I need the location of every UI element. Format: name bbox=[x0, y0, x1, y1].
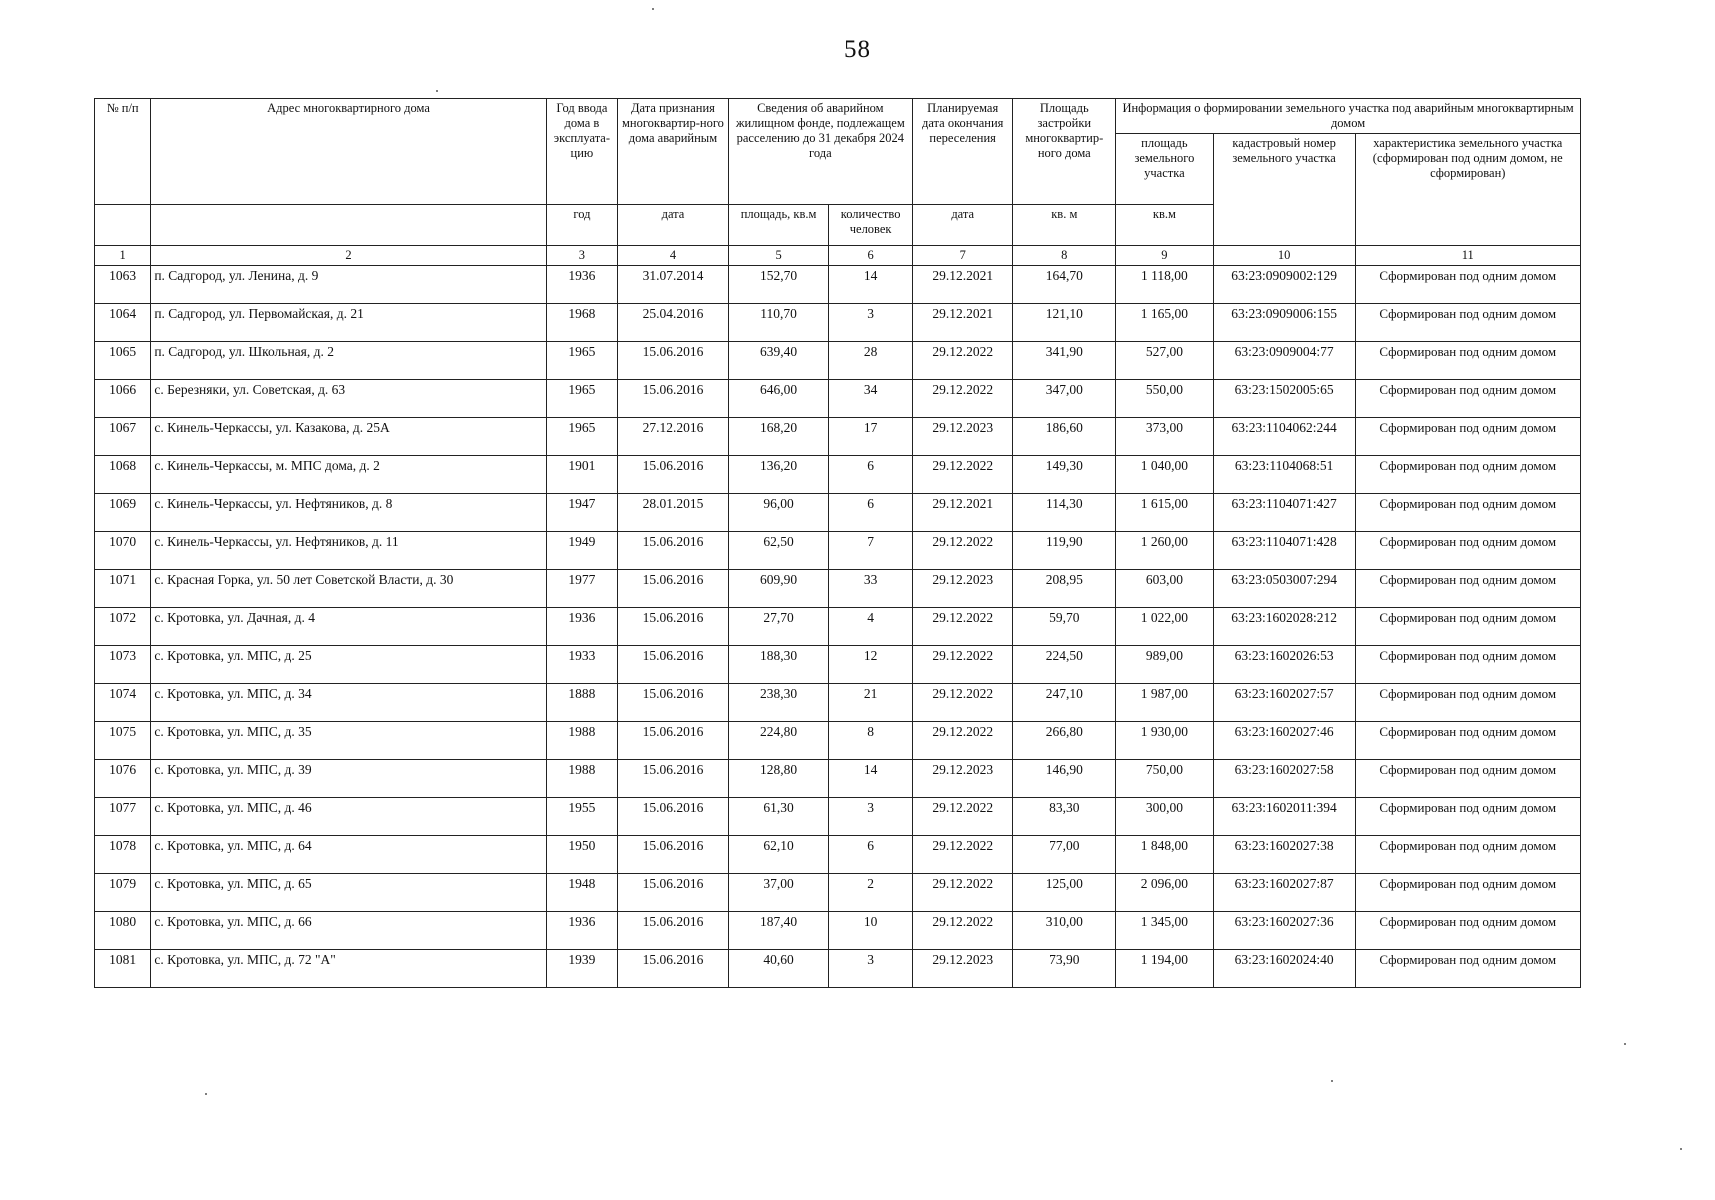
row-built-area: 266,80 bbox=[1013, 722, 1116, 760]
row-people-count: 2 bbox=[829, 874, 913, 912]
row-year: 1933 bbox=[546, 646, 617, 684]
row-built-area: 347,00 bbox=[1013, 380, 1116, 418]
row-year: 1947 bbox=[546, 494, 617, 532]
row-people-count: 21 bbox=[829, 684, 913, 722]
row-address: с. Кротовка, ул. МПС, д. 25 bbox=[151, 646, 546, 684]
row-built-area: 119,90 bbox=[1013, 532, 1116, 570]
row-built-area: 77,00 bbox=[1013, 836, 1116, 874]
row-number: 1071 bbox=[95, 570, 151, 608]
row-land-area: 1 165,00 bbox=[1116, 304, 1214, 342]
row-land-status: Сформирован под одним домом bbox=[1355, 342, 1580, 380]
row-land-status: Сформирован под одним домом bbox=[1355, 760, 1580, 798]
row-recognition-date: 15.06.2016 bbox=[618, 722, 729, 760]
row-cadastral-number: 63:23:1602027:87 bbox=[1213, 874, 1355, 912]
row-built-area: 164,70 bbox=[1013, 266, 1116, 304]
unit-blank-num bbox=[95, 205, 151, 246]
row-planned-date: 29.12.2021 bbox=[912, 304, 1013, 342]
row-cadastral-number: 63:23:1602011:394 bbox=[1213, 798, 1355, 836]
row-built-area: 224,50 bbox=[1013, 646, 1116, 684]
row-address: с. Кротовка, ул. МПС, д. 64 bbox=[151, 836, 546, 874]
row-cadastral-number: 63:23:1602028:212 bbox=[1213, 608, 1355, 646]
row-cadastral-number: 63:23:0909002:129 bbox=[1213, 266, 1355, 304]
row-cadastral-number: 63:23:0909006:155 bbox=[1213, 304, 1355, 342]
row-planned-date: 29.12.2022 bbox=[912, 608, 1013, 646]
row-recognition-date: 15.06.2016 bbox=[618, 342, 729, 380]
row-planned-date: 29.12.2021 bbox=[912, 494, 1013, 532]
row-recognition-date: 15.06.2016 bbox=[618, 912, 729, 950]
row-planned-date: 29.12.2023 bbox=[912, 418, 1013, 456]
row-people-count: 3 bbox=[829, 950, 913, 988]
row-recognition-date: 15.06.2016 bbox=[618, 684, 729, 722]
row-address: с. Кротовка, ул. МПС, д. 34 bbox=[151, 684, 546, 722]
header-land-area: площадь земельного участка bbox=[1116, 134, 1214, 205]
row-cadastral-number: 63:23:1602027:36 bbox=[1213, 912, 1355, 950]
row-number: 1075 bbox=[95, 722, 151, 760]
table-row bbox=[95, 456, 1581, 494]
row-land-status: Сформирован под одним домом bbox=[1355, 570, 1580, 608]
row-built-area: 208,95 bbox=[1013, 570, 1116, 608]
row-emergency-area: 646,00 bbox=[728, 380, 829, 418]
unit-year: год bbox=[546, 205, 617, 246]
unit-area: площадь, кв.м bbox=[728, 205, 829, 246]
row-emergency-area: 168,20 bbox=[728, 418, 829, 456]
row-address: с. Кинель-Черкассы, ул. Нефтяников, д. 11 bbox=[151, 532, 546, 570]
row-land-status: Сформирован под одним домом bbox=[1355, 380, 1580, 418]
row-address: с. Кротовка, ул. МПС, д. 39 bbox=[151, 760, 546, 798]
row-cadastral-number: 63:23:1602027:57 bbox=[1213, 684, 1355, 722]
row-recognition-date: 15.06.2016 bbox=[618, 456, 729, 494]
row-cadastral-number: 63:23:1104062:244 bbox=[1213, 418, 1355, 456]
row-address: с. Кротовка, ул. МПС, д. 65 bbox=[151, 874, 546, 912]
scan-speck bbox=[1680, 1148, 1682, 1150]
row-year: 1888 bbox=[546, 684, 617, 722]
table-row bbox=[95, 608, 1581, 646]
row-recognition-date: 15.06.2016 bbox=[618, 798, 729, 836]
row-number: 1067 bbox=[95, 418, 151, 456]
row-planned-date: 29.12.2022 bbox=[912, 342, 1013, 380]
unit-blank-address bbox=[151, 205, 546, 246]
row-people-count: 3 bbox=[829, 304, 913, 342]
row-planned-date: 29.12.2022 bbox=[912, 684, 1013, 722]
row-address: с. Красная Горка, ул. 50 лет Советской Власти, д. 30 bbox=[151, 570, 546, 608]
row-built-area: 121,10 bbox=[1013, 304, 1116, 342]
row-recognition-date: 25.04.2016 bbox=[618, 304, 729, 342]
row-address: п. Садгород, ул. Школьная, д. 2 bbox=[151, 342, 546, 380]
row-recognition-date: 15.06.2016 bbox=[618, 950, 729, 988]
row-built-area: 341,90 bbox=[1013, 342, 1116, 380]
row-year: 1965 bbox=[546, 418, 617, 456]
header-num: № п/п bbox=[95, 99, 151, 205]
row-emergency-area: 639,40 bbox=[728, 342, 829, 380]
row-planned-date: 29.12.2022 bbox=[912, 380, 1013, 418]
row-year: 1901 bbox=[546, 456, 617, 494]
row-year: 1936 bbox=[546, 266, 617, 304]
row-planned-date: 29.12.2023 bbox=[912, 570, 1013, 608]
row-people-count: 3 bbox=[829, 798, 913, 836]
row-people-count: 34 bbox=[829, 380, 913, 418]
column-number: 11 bbox=[1355, 246, 1580, 266]
row-emergency-area: 61,30 bbox=[728, 798, 829, 836]
row-cadastral-number: 63:23:1602024:40 bbox=[1213, 950, 1355, 988]
row-emergency-area: 37,00 bbox=[728, 874, 829, 912]
table-row bbox=[95, 722, 1581, 760]
row-land-area: 603,00 bbox=[1116, 570, 1214, 608]
row-planned-date: 29.12.2022 bbox=[912, 836, 1013, 874]
row-land-area: 2 096,00 bbox=[1116, 874, 1214, 912]
row-planned-date: 29.12.2022 bbox=[912, 456, 1013, 494]
row-year: 1965 bbox=[546, 380, 617, 418]
row-cadastral-number: 63:23:1502005:65 bbox=[1213, 380, 1355, 418]
row-built-area: 146,90 bbox=[1013, 760, 1116, 798]
table-row bbox=[95, 836, 1581, 874]
row-built-area: 310,00 bbox=[1013, 912, 1116, 950]
row-people-count: 17 bbox=[829, 418, 913, 456]
row-number: 1070 bbox=[95, 532, 151, 570]
table-row bbox=[95, 646, 1581, 684]
row-land-area: 527,00 bbox=[1116, 342, 1214, 380]
row-land-status: Сформирован под одним домом bbox=[1355, 494, 1580, 532]
row-planned-date: 29.12.2022 bbox=[912, 646, 1013, 684]
table-row bbox=[95, 570, 1581, 608]
header-cadastral: кадастровый номер земельного участка bbox=[1213, 134, 1355, 246]
row-recognition-date: 15.06.2016 bbox=[618, 532, 729, 570]
table-row bbox=[95, 380, 1581, 418]
row-year: 1955 bbox=[546, 798, 617, 836]
row-number: 1069 bbox=[95, 494, 151, 532]
row-recognition-date: 15.06.2016 bbox=[618, 874, 729, 912]
scan-speck bbox=[205, 1093, 207, 1095]
row-land-status: Сформирован под одним домом bbox=[1355, 304, 1580, 342]
row-year: 1977 bbox=[546, 570, 617, 608]
column-number: 8 bbox=[1013, 246, 1116, 266]
row-address: с. Кинель-Черкассы, м. МПС дома, д. 2 bbox=[151, 456, 546, 494]
scan-speck bbox=[436, 90, 438, 92]
row-land-area: 300,00 bbox=[1116, 798, 1214, 836]
row-number: 1079 bbox=[95, 874, 151, 912]
row-land-status: Сформирован под одним домом bbox=[1355, 266, 1580, 304]
row-land-status: Сформирован под одним домом bbox=[1355, 912, 1580, 950]
row-cadastral-number: 63:23:1602027:58 bbox=[1213, 760, 1355, 798]
row-land-status: Сформирован под одним домом bbox=[1355, 532, 1580, 570]
row-people-count: 8 bbox=[829, 722, 913, 760]
column-number: 4 bbox=[618, 246, 729, 266]
row-cadastral-number: 63:23:1602027:38 bbox=[1213, 836, 1355, 874]
row-land-area: 550,00 bbox=[1116, 380, 1214, 418]
row-cadastral-number: 63:23:0503007:294 bbox=[1213, 570, 1355, 608]
row-number: 1080 bbox=[95, 912, 151, 950]
row-number: 1081 bbox=[95, 950, 151, 988]
row-emergency-area: 152,70 bbox=[728, 266, 829, 304]
row-people-count: 33 bbox=[829, 570, 913, 608]
row-land-status: Сформирован под одним домом bbox=[1355, 608, 1580, 646]
table-row bbox=[95, 760, 1581, 798]
row-number: 1065 bbox=[95, 342, 151, 380]
row-built-area: 83,30 bbox=[1013, 798, 1116, 836]
row-address: с. Кротовка, ул. МПС, д. 66 bbox=[151, 912, 546, 950]
row-recognition-date: 15.06.2016 bbox=[618, 608, 729, 646]
row-number: 1074 bbox=[95, 684, 151, 722]
row-number: 1066 bbox=[95, 380, 151, 418]
row-people-count: 10 bbox=[829, 912, 913, 950]
unit-date: дата bbox=[618, 205, 729, 246]
row-emergency-area: 27,70 bbox=[728, 608, 829, 646]
row-cadastral-number: 63:23:1104071:427 bbox=[1213, 494, 1355, 532]
header-built-area: Площадь застройки многоквартир-ного дома bbox=[1013, 99, 1116, 205]
row-recognition-date: 27.12.2016 bbox=[618, 418, 729, 456]
table-row bbox=[95, 342, 1581, 380]
row-land-area: 1 118,00 bbox=[1116, 266, 1214, 304]
header-land-info: Информация о формировании земельного участка под аварийным многоквартирным домом bbox=[1116, 99, 1581, 134]
scan-speck bbox=[652, 8, 654, 10]
row-people-count: 6 bbox=[829, 456, 913, 494]
table-row bbox=[95, 418, 1581, 456]
row-number: 1077 bbox=[95, 798, 151, 836]
table-row bbox=[95, 798, 1581, 836]
row-cadastral-number: 63:23:1602027:46 bbox=[1213, 722, 1355, 760]
table-row bbox=[95, 266, 1581, 304]
header-planned-date: Планируемая дата окончания переселения bbox=[912, 99, 1013, 205]
row-address: п. Садгород, ул. Первомайская, д. 21 bbox=[151, 304, 546, 342]
row-emergency-area: 110,70 bbox=[728, 304, 829, 342]
table-row bbox=[95, 684, 1581, 722]
row-land-area: 1 260,00 bbox=[1116, 532, 1214, 570]
row-address: с. Кротовка, ул. МПС, д. 46 bbox=[151, 798, 546, 836]
row-emergency-area: 188,30 bbox=[728, 646, 829, 684]
row-year: 1939 bbox=[546, 950, 617, 988]
row-planned-date: 29.12.2021 bbox=[912, 266, 1013, 304]
row-land-area: 1 848,00 bbox=[1116, 836, 1214, 874]
row-number: 1076 bbox=[95, 760, 151, 798]
unit-built: кв. м bbox=[1013, 205, 1116, 246]
row-land-area: 1 022,00 bbox=[1116, 608, 1214, 646]
row-land-area: 989,00 bbox=[1116, 646, 1214, 684]
column-number: 3 bbox=[546, 246, 617, 266]
table-row bbox=[95, 494, 1581, 532]
row-year: 1950 bbox=[546, 836, 617, 874]
row-built-area: 125,00 bbox=[1013, 874, 1116, 912]
row-recognition-date: 28.01.2015 bbox=[618, 494, 729, 532]
row-year: 1988 bbox=[546, 760, 617, 798]
row-land-status: Сформирован под одним домом bbox=[1355, 646, 1580, 684]
row-address: с. Кинель-Черкассы, ул. Нефтяников, д. 8 bbox=[151, 494, 546, 532]
column-number: 1 bbox=[95, 246, 151, 266]
row-built-area: 247,10 bbox=[1013, 684, 1116, 722]
column-number: 6 bbox=[829, 246, 913, 266]
row-cadastral-number: 63:23:1104068:51 bbox=[1213, 456, 1355, 494]
row-people-count: 6 bbox=[829, 494, 913, 532]
row-land-status: Сформирован под одним домом bbox=[1355, 684, 1580, 722]
table-row bbox=[95, 304, 1581, 342]
row-recognition-date: 15.06.2016 bbox=[618, 836, 729, 874]
row-planned-date: 29.12.2022 bbox=[912, 798, 1013, 836]
row-emergency-area: 62,10 bbox=[728, 836, 829, 874]
row-emergency-area: 609,90 bbox=[728, 570, 829, 608]
header-emergency-fund: Сведения об аварийном жилищном фонде, подлежащем расселению до 31 декабря 2024 года bbox=[728, 99, 912, 205]
header-recognition-date: Дата признания многоквартир-ного дома аварийным bbox=[618, 99, 729, 205]
column-number: 10 bbox=[1213, 246, 1355, 266]
row-land-area: 1 040,00 bbox=[1116, 456, 1214, 494]
row-planned-date: 29.12.2022 bbox=[912, 912, 1013, 950]
row-year: 1936 bbox=[546, 912, 617, 950]
row-people-count: 14 bbox=[829, 266, 913, 304]
row-land-area: 1 987,00 bbox=[1116, 684, 1214, 722]
row-emergency-area: 40,60 bbox=[728, 950, 829, 988]
row-built-area: 73,90 bbox=[1013, 950, 1116, 988]
row-number: 1073 bbox=[95, 646, 151, 684]
header-year: Год ввода дома в эксплуата-цию bbox=[546, 99, 617, 205]
row-people-count: 28 bbox=[829, 342, 913, 380]
table-row bbox=[95, 874, 1581, 912]
row-emergency-area: 136,20 bbox=[728, 456, 829, 494]
row-emergency-area: 96,00 bbox=[728, 494, 829, 532]
row-emergency-area: 238,30 bbox=[728, 684, 829, 722]
row-year: 1949 bbox=[546, 532, 617, 570]
row-planned-date: 29.12.2022 bbox=[912, 722, 1013, 760]
column-number: 7 bbox=[912, 246, 1013, 266]
row-address: с. Кротовка, ул. Дачная, д. 4 bbox=[151, 608, 546, 646]
row-emergency-area: 128,80 bbox=[728, 760, 829, 798]
row-number: 1063 bbox=[95, 266, 151, 304]
row-people-count: 12 bbox=[829, 646, 913, 684]
row-address: с. Березняки, ул. Советская, д. 63 bbox=[151, 380, 546, 418]
emergency-housing-table bbox=[94, 98, 1581, 988]
row-land-area: 1 194,00 bbox=[1116, 950, 1214, 988]
row-recognition-date: 15.06.2016 bbox=[618, 570, 729, 608]
row-people-count: 14 bbox=[829, 760, 913, 798]
unit-people: количество человек bbox=[829, 205, 913, 246]
row-recognition-date: 15.06.2016 bbox=[618, 760, 729, 798]
row-number: 1068 bbox=[95, 456, 151, 494]
row-recognition-date: 31.07.2014 bbox=[618, 266, 729, 304]
row-built-area: 59,70 bbox=[1013, 608, 1116, 646]
row-land-status: Сформирован под одним домом bbox=[1355, 836, 1580, 874]
row-year: 1968 bbox=[546, 304, 617, 342]
row-recognition-date: 15.06.2016 bbox=[618, 646, 729, 684]
row-planned-date: 29.12.2023 bbox=[912, 950, 1013, 988]
row-land-area: 750,00 bbox=[1116, 760, 1214, 798]
row-emergency-area: 62,50 bbox=[728, 532, 829, 570]
row-land-status: Сформирован под одним домом bbox=[1355, 418, 1580, 456]
row-cadastral-number: 63:23:1602026:53 bbox=[1213, 646, 1355, 684]
row-built-area: 186,60 bbox=[1013, 418, 1116, 456]
row-year: 1948 bbox=[546, 874, 617, 912]
row-number: 1072 bbox=[95, 608, 151, 646]
row-people-count: 7 bbox=[829, 532, 913, 570]
row-address: с. Кинель-Черкассы, ул. Казакова, д. 25А bbox=[151, 418, 546, 456]
row-number: 1064 bbox=[95, 304, 151, 342]
page-number: 58 bbox=[844, 36, 871, 63]
row-land-status: Сформирован под одним домом bbox=[1355, 874, 1580, 912]
table-row bbox=[95, 912, 1581, 950]
unit-planned: дата bbox=[912, 205, 1013, 246]
row-address: с. Кротовка, ул. МПС, д. 72 "А" bbox=[151, 950, 546, 988]
column-number: 5 bbox=[728, 246, 829, 266]
row-land-status: Сформирован под одним домом bbox=[1355, 798, 1580, 836]
table-row bbox=[95, 950, 1581, 988]
row-number: 1078 bbox=[95, 836, 151, 874]
row-year: 1988 bbox=[546, 722, 617, 760]
row-cadastral-number: 63:23:0909004:77 bbox=[1213, 342, 1355, 380]
row-land-area: 1 345,00 bbox=[1116, 912, 1214, 950]
row-land-area: 1 615,00 bbox=[1116, 494, 1214, 532]
row-emergency-area: 224,80 bbox=[728, 722, 829, 760]
header-land-char: характеристика земельного участка (сформирован под одним домом, не сформирован) bbox=[1355, 134, 1580, 246]
row-people-count: 4 bbox=[829, 608, 913, 646]
row-land-status: Сформирован под одним домом bbox=[1355, 722, 1580, 760]
row-emergency-area: 187,40 bbox=[728, 912, 829, 950]
row-planned-date: 29.12.2022 bbox=[912, 532, 1013, 570]
row-year: 1936 bbox=[546, 608, 617, 646]
row-built-area: 114,30 bbox=[1013, 494, 1116, 532]
row-people-count: 6 bbox=[829, 836, 913, 874]
scan-speck bbox=[1624, 1043, 1626, 1045]
column-number: 9 bbox=[1116, 246, 1214, 266]
row-address: с. Кротовка, ул. МПС, д. 35 bbox=[151, 722, 546, 760]
table-row bbox=[95, 532, 1581, 570]
unit-land: кв.м bbox=[1116, 205, 1214, 246]
scan-speck bbox=[1331, 1080, 1333, 1082]
row-planned-date: 29.12.2022 bbox=[912, 874, 1013, 912]
row-address: п. Садгород, ул. Ленина, д. 9 bbox=[151, 266, 546, 304]
row-planned-date: 29.12.2023 bbox=[912, 760, 1013, 798]
row-land-status: Сформирован под одним домом bbox=[1355, 456, 1580, 494]
header-address: Адрес многоквартирного дома bbox=[151, 99, 546, 205]
row-built-area: 149,30 bbox=[1013, 456, 1116, 494]
row-year: 1965 bbox=[546, 342, 617, 380]
row-cadastral-number: 63:23:1104071:428 bbox=[1213, 532, 1355, 570]
row-land-area: 1 930,00 bbox=[1116, 722, 1214, 760]
column-number: 2 bbox=[151, 246, 546, 266]
row-land-status: Сформирован под одним домом bbox=[1355, 950, 1580, 988]
row-recognition-date: 15.06.2016 bbox=[618, 380, 729, 418]
row-land-area: 373,00 bbox=[1116, 418, 1214, 456]
